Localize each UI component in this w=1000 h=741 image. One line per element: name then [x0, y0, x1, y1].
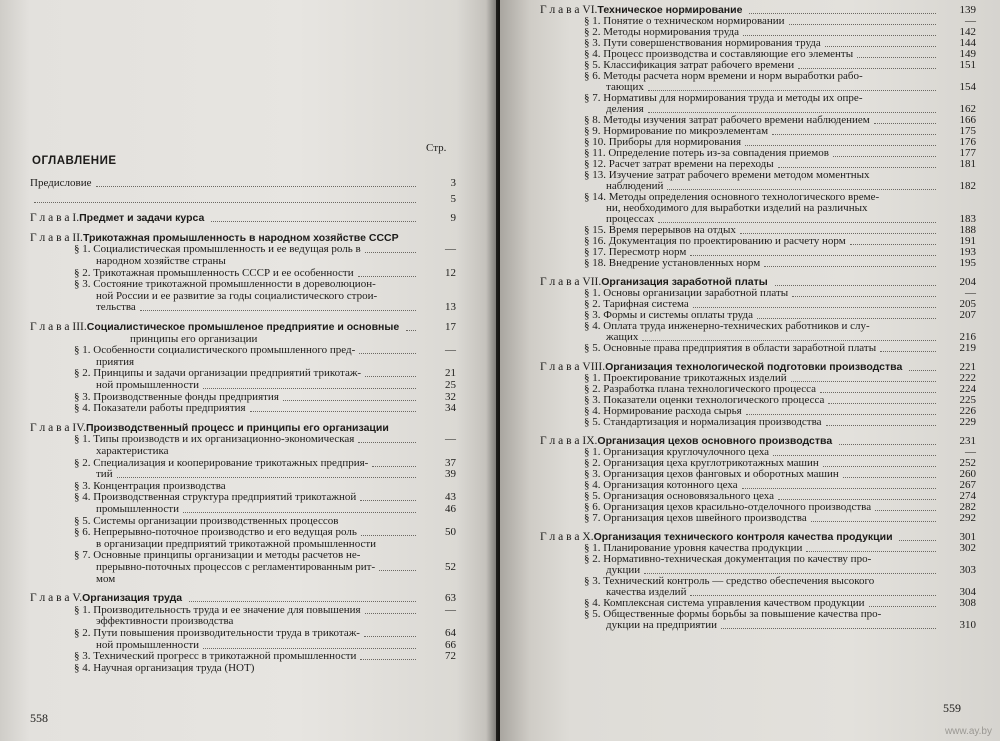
page-number: 183	[959, 213, 976, 225]
page-number: 3	[450, 177, 456, 189]
chapter-title: Предмет и задачи курса	[79, 212, 205, 225]
dot-leader	[117, 476, 416, 478]
right-toc-entry: деления	[606, 103, 644, 115]
left-toc-entry: § 4. Производственная структура предприятий трикотажной	[74, 491, 357, 504]
dot-leader	[140, 309, 416, 311]
left-toc-entry: ной промышленности	[96, 379, 200, 391]
left-toc-entry: § 1. Типы производств и их организационно-экономическая	[74, 433, 355, 446]
right-toc-entry: дукции	[606, 564, 641, 576]
left-toc-entry: § 3. Технический прогресс в трикотажной промышленности	[74, 650, 357, 663]
chapter-title: Организация технического контроля качества продукции	[593, 531, 893, 543]
chapter-label: Г л а в а III.	[30, 321, 87, 333]
dot-leader	[899, 539, 936, 541]
left-toc-entry: § 4. Показатели работы предприятия	[74, 402, 246, 415]
right-toc-entry: § 11. Определение потерь из-за совпадения приемов	[584, 147, 829, 159]
page-number: 195	[959, 257, 976, 269]
right-toc-entry: § 17. Пересмотр норм	[584, 246, 687, 258]
page-number: 225	[959, 394, 976, 406]
left-toc-entry: тий	[96, 468, 113, 481]
left-toc-entry	[30, 593, 182, 604]
dot-leader	[746, 413, 936, 415]
page-number: 162	[959, 103, 976, 115]
dot-leader	[778, 498, 936, 500]
left-toc-entry: § 3. Концентрация производства	[74, 479, 226, 492]
left-toc-entry: промышленности	[96, 503, 179, 515]
left-folio: 558	[30, 711, 48, 725]
dot-leader	[843, 476, 936, 478]
dot-leader	[749, 12, 936, 14]
page-number: 229	[959, 416, 976, 428]
left-toc-entry: приятия	[96, 355, 135, 368]
chapter-title: Техническое нормирование	[597, 4, 743, 16]
right-toc-entry: § 7. Организация цехов швейного производства	[584, 512, 807, 524]
right-toc-entry: § 8. Методы изучения затрат рабочего времени наблюдением	[584, 114, 870, 126]
dot-leader	[365, 375, 416, 377]
dot-leader	[880, 350, 936, 352]
dot-leader	[792, 295, 936, 297]
left-toc-entry: § 1. Производительность труда и ее значение для повышения	[74, 603, 361, 616]
left-toc-entry: Предисловие	[30, 177, 92, 189]
dot-leader	[203, 387, 416, 389]
dot-leader	[773, 454, 936, 456]
right-toc-entry: § 4. Оплата труда инженерно-технических работников и слу-	[584, 320, 870, 332]
page-number: 175	[959, 125, 976, 137]
page-number: 13	[445, 301, 456, 314]
right-toc-entry: § 6. Организация цехов красильно-отделочного производства	[584, 501, 872, 513]
dot-leader	[690, 254, 936, 256]
right-toc-entry: § 9. Нормирование по микроэлементам	[584, 125, 769, 137]
dot-leader	[757, 317, 936, 319]
right-toc-entry: ни, необходимого для выработки изделий на различных	[606, 202, 868, 214]
right-toc-entry: § 1. Планирование уровня качества продукции	[584, 542, 803, 554]
left-toc-entry: § 2. Трикотажная промышленность СССР и ее особенности	[74, 266, 354, 279]
dot-leader	[250, 410, 416, 412]
dot-leader	[874, 122, 936, 124]
left-page	[0, 0, 496, 741]
dot-leader	[642, 339, 936, 341]
page-number: 188	[959, 224, 976, 236]
dot-leader	[360, 658, 416, 660]
page-number: 50	[445, 526, 456, 539]
chapter-label: Г л а в а IX.	[540, 435, 598, 447]
left-toc-entry: ной промышленности	[96, 638, 200, 651]
right-toc-entry: § 5. Общественные формы борьбы за повышение качества про-	[584, 608, 882, 620]
left-toc-entry: тельства	[96, 301, 136, 314]
right-toc-entry: § 2. Тарифная система	[584, 298, 689, 310]
chapter-title: Социалистическое промышленое предприятие и основные	[86, 321, 400, 333]
right-page	[500, 0, 1000, 741]
page-number: 222	[959, 372, 976, 384]
dot-leader	[644, 572, 936, 574]
dot-leader	[875, 509, 936, 511]
chapter-title: Организация труда	[82, 592, 183, 605]
page-number: 34	[445, 402, 456, 415]
page-number: 43	[445, 491, 456, 504]
page-number: 63	[445, 592, 456, 605]
left-toc-entry: § 4. Научная организация труда (НОТ)	[74, 661, 255, 674]
right-toc-entry: § 1. Организация круглочулочного цеха	[584, 446, 770, 458]
page-number: 224	[959, 383, 976, 395]
left-toc-entry: § 1. Социалистическая промышленность и ее ведущая роль в	[74, 243, 361, 256]
dot-leader	[823, 465, 936, 467]
right-toc-entry: § 4. Процесс производства и составляющие его элементы	[584, 48, 854, 60]
left-toc-entry: § 3. Состояние трикотажной промышленности в дореволюцион-	[74, 278, 376, 291]
page-number: 302	[959, 542, 976, 554]
page-number: 25	[445, 379, 456, 391]
right-toc-entry: § 4. Организация котонного цеха	[584, 479, 738, 491]
right-toc-entry: § 1. Проектирование трикотажных изделий	[584, 372, 787, 384]
left-toc-entry: прерывно-поточных процессов с регламентированным рит-	[96, 561, 376, 573]
page-number: 219	[959, 342, 976, 354]
chapter-label: Г л а в а II.	[30, 231, 83, 244]
dot-leader	[798, 67, 936, 69]
dot-leader	[811, 520, 936, 522]
page-number: 301	[959, 531, 976, 543]
dot-leader	[658, 221, 936, 223]
page-number: —	[445, 603, 456, 616]
left-toc-entry	[30, 213, 204, 224]
right-toc-entry: § 1. Понятие о техническом нормировании	[584, 15, 785, 27]
page-number: 166	[959, 114, 976, 126]
page-number: 142	[959, 26, 976, 38]
page-number: 204	[959, 276, 976, 288]
dot-leader	[648, 111, 936, 113]
page-number: 72	[445, 650, 456, 663]
page-number: 216	[959, 331, 976, 343]
dot-leader	[839, 443, 936, 445]
dot-leader	[283, 399, 416, 401]
left-toc-entry: § 6. Непрерывно-поточное производство и его ведущая роль	[74, 526, 357, 539]
right-toc-entry: § 12. Расчет затрат времени на переходы	[584, 158, 774, 170]
right-toc-entry: тающих	[606, 81, 644, 93]
page-number: 144	[959, 37, 976, 49]
right-toc-entry: § 2. Разработка плана технологического процесса	[584, 383, 817, 395]
chapter-title: Трикотажная промышленность в народном хозяйстве СССР	[82, 231, 399, 244]
left-toc-entry: § 3. Производственные фонды предприятия	[74, 390, 279, 403]
page-number: 149	[959, 48, 976, 60]
page-number: 5	[450, 192, 456, 205]
right-toc-entry: § 4. Комплексная система управления качеством продукции	[584, 597, 865, 609]
dot-leader	[909, 369, 936, 371]
left-toc-entry: мом	[96, 572, 116, 585]
chapter-title: Организация технологической подготовки производства	[605, 361, 903, 373]
right-toc-entry: дукции на предприятии	[606, 619, 718, 631]
page-number: —	[965, 15, 976, 27]
right-toc-entry: § 15. Время перерывов на отдых	[584, 224, 736, 236]
page-number: 21	[445, 367, 456, 380]
left-toc-entry: § 5. Системы организации производственных процессов	[74, 514, 339, 527]
left-toc-entry: § 7. Основные принципы организации и методы расчетов не-	[74, 549, 361, 562]
left-toc-entry: § 2. Пути повышения производительности труда в трикотаж-	[74, 627, 360, 639]
toc-heading: ОГЛАВЛЕНИЕ	[32, 155, 117, 167]
dot-leader	[820, 391, 936, 393]
chapter-label: Г л а в а V.	[30, 592, 83, 605]
page-number: —	[445, 243, 456, 256]
dot-leader	[791, 380, 936, 382]
chapter-label: Г л а в а X.	[540, 531, 594, 543]
dot-leader	[742, 487, 936, 489]
page-number: 46	[445, 503, 456, 515]
page-number: 193	[959, 246, 976, 258]
dot-leader	[358, 441, 416, 443]
dot-leader	[360, 499, 416, 501]
dot-leader	[826, 424, 936, 426]
page-number: 292	[959, 512, 976, 524]
right-toc-entry: § 5. Классификация затрат рабочего времени	[584, 59, 795, 71]
chapter-label: Г л а в а VII.	[540, 276, 602, 288]
page-number: —	[965, 287, 976, 299]
left-toc-entry: эффективности производства	[96, 615, 234, 628]
chapter-label: Г л а в а VI.	[540, 4, 598, 16]
page-number: 154	[959, 81, 976, 93]
right-toc-entry: качества изделий	[606, 586, 687, 598]
dot-leader	[406, 329, 416, 331]
chapter-label: Г л а в а VIII.	[540, 361, 606, 373]
dot-leader	[183, 511, 416, 513]
dot-leader	[34, 201, 416, 203]
page-number: 252	[959, 457, 976, 469]
dot-leader	[211, 220, 416, 222]
page-number: 274	[959, 490, 976, 502]
left-toc-entry	[30, 233, 399, 244]
page-number: 52	[445, 561, 456, 573]
page-number: 9	[450, 212, 456, 225]
page-number: 37	[445, 456, 456, 469]
page-number: 267	[959, 479, 976, 491]
page-number: 282	[959, 501, 976, 513]
chapter-title: Производственный процесс и принципы его организации	[85, 421, 389, 434]
dot-leader	[96, 185, 417, 187]
page-number: 64	[445, 627, 456, 639]
dot-leader	[743, 34, 936, 36]
dot-leader	[789, 23, 936, 25]
dot-leader	[372, 465, 416, 467]
page-number: —	[445, 433, 456, 446]
right-toc-entry: § 3. Пути совершенствования нормирования труда	[584, 37, 821, 49]
dot-leader	[365, 251, 416, 253]
page-number: 226	[959, 405, 976, 417]
dot-leader	[850, 243, 936, 245]
right-toc-entry: § 16. Документация по проектированию и расчету норм	[584, 235, 846, 247]
right-toc-entry: § 10. Приборы для нормирования	[584, 136, 742, 148]
dot-leader	[358, 275, 416, 277]
page-number: 12	[445, 266, 456, 279]
page-number: —	[965, 446, 976, 458]
chapter-title: Организация цехов основного производства	[597, 435, 833, 447]
right-toc-entry: § 3. Технический контроль — средство обеспечения высокого	[584, 575, 875, 587]
dot-leader	[740, 232, 936, 234]
dot-leader	[869, 605, 937, 607]
page-number: 151	[959, 59, 976, 71]
dot-leader	[745, 144, 936, 146]
right-toc-entry: § 2. Нормативно-техническая документация по качеству про-	[584, 553, 872, 565]
left-toc-entry: характеристика	[96, 445, 169, 457]
page-number: 139	[959, 4, 976, 16]
left-toc-entry	[30, 322, 399, 333]
right-toc-entry: § 3. Показатели оценки технологического процесса	[584, 394, 825, 406]
page-number: —	[445, 344, 456, 357]
right-toc-entry: § 3. Организация цехов фанговых и оборотных машин	[584, 468, 839, 480]
right-folio: 559	[943, 701, 961, 715]
page-number: 182	[959, 180, 976, 192]
page-number: 17	[445, 321, 456, 333]
page-number: 260	[959, 468, 976, 480]
dot-leader	[857, 56, 936, 58]
left-toc-entry	[30, 423, 389, 434]
dot-leader	[693, 306, 936, 308]
left-toc-entry: § 2. Принципы и задачи организации предприятий трикотаж-	[74, 367, 362, 380]
page-number: 176	[959, 136, 976, 148]
page-number: 310	[959, 619, 976, 631]
right-toc-entry: § 14. Методы определения основного технологического време-	[584, 191, 880, 203]
dot-leader	[361, 534, 416, 536]
page-number: 39	[445, 468, 456, 481]
dot-leader	[828, 402, 936, 404]
dot-leader	[203, 647, 416, 649]
dot-leader	[775, 284, 936, 286]
page-number: 205	[959, 298, 976, 310]
page-column-label: Стр.	[426, 142, 447, 154]
page-number: 304	[959, 586, 976, 598]
dot-leader	[721, 627, 936, 629]
dot-leader	[764, 265, 936, 267]
right-toc-entry: § 18. Внедрение установленных норм	[584, 257, 761, 269]
dot-leader	[189, 600, 416, 602]
right-toc-entry: § 6. Методы расчета норм времени и норм выработки рабо-	[584, 70, 863, 82]
page-number: 181	[959, 158, 976, 170]
dot-leader	[778, 166, 936, 168]
page-number: 32	[445, 390, 456, 403]
right-toc-entry: процессах	[606, 213, 655, 225]
page-number: 221	[959, 361, 976, 373]
page-number: 308	[959, 597, 976, 609]
page-number: 66	[445, 638, 456, 651]
chapter-title: Организация заработной платы	[601, 276, 768, 288]
dot-leader	[806, 550, 936, 552]
dot-leader	[359, 352, 416, 354]
right-toc-entry: § 5. Основные права предприятия в области заработной платы	[584, 342, 877, 354]
right-toc-entry: наблюдений	[606, 180, 664, 192]
left-toc-entry: принципы его организации	[130, 332, 258, 345]
dot-leader	[690, 594, 936, 596]
right-toc-entry: § 1. Основы организации заработной платы	[584, 287, 789, 299]
right-toc-entry: § 7. Нормативы для нормирования труда и методы их опре-	[584, 92, 863, 104]
right-toc-entry: § 4. Нормирование расхода сырья	[584, 405, 742, 417]
watermark: www.ay.by	[944, 726, 992, 737]
chapter-label: Г л а в а I.	[30, 212, 80, 225]
right-toc-entry: § 13. Изучение затрат рабочего времени методом моментных	[584, 169, 870, 181]
dot-leader	[772, 133, 936, 135]
dot-leader	[364, 635, 416, 637]
dot-leader	[379, 569, 416, 571]
page-number: 231	[959, 435, 976, 447]
right-toc-entry: жащих	[606, 331, 639, 343]
left-toc-entry: в организации предприятий трикотажной промышленности	[96, 537, 377, 550]
page-number: 303	[959, 564, 976, 576]
page-number: 191	[959, 235, 976, 247]
dot-leader	[365, 612, 416, 614]
right-toc-entry: § 5. Организация основовязального цеха	[584, 490, 775, 502]
chapter-label: Г л а в а IV.	[30, 421, 86, 434]
dot-leader	[825, 45, 936, 47]
right-toc-entry: § 5. Стандартизация и нормализация производства	[584, 416, 822, 428]
left-toc-entry: § 1. Особенности социалистического промышленного пред-	[74, 344, 356, 357]
page-number: 207	[959, 309, 976, 321]
left-toc-entry: § 2. Специализация и кооперирование трикотажных предприя-	[74, 456, 369, 469]
dot-leader	[667, 188, 936, 190]
right-toc-entry: § 2. Организация цеха круглотрикотажных машин	[584, 457, 819, 469]
left-toc-entry: народном хозяйстве страны	[96, 255, 226, 267]
left-toc-entry: ной России и ее развитие за годы социалистического строи-	[96, 289, 378, 302]
page-number: 177	[959, 147, 976, 159]
right-toc-entry: § 2. Методы нормирования труда	[584, 26, 740, 38]
right-toc-entry: § 3. Формы и системы оплаты труда	[584, 309, 753, 321]
dot-leader	[833, 155, 936, 157]
dot-leader	[648, 89, 936, 91]
